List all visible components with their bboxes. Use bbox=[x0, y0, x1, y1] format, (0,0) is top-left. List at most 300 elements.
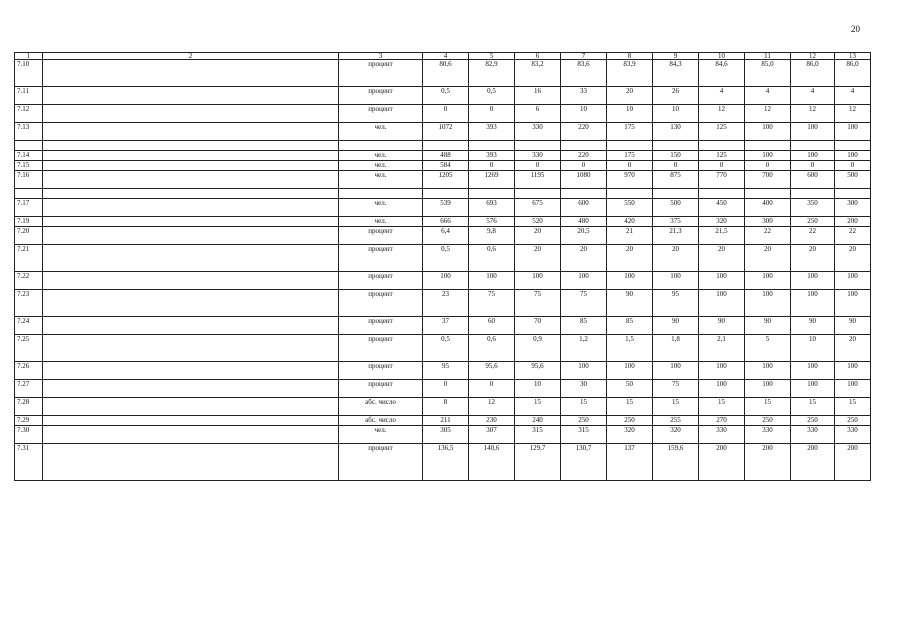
value-cell: 175 bbox=[607, 123, 653, 141]
value-cell: 100 bbox=[469, 272, 515, 290]
value-cell: 539 bbox=[423, 199, 469, 217]
row-number: 7.11 bbox=[15, 87, 43, 105]
value-cell: 330 bbox=[791, 426, 835, 444]
header-cell: 12 bbox=[791, 53, 835, 60]
value-cell bbox=[607, 189, 653, 199]
row-number: 7.14 bbox=[15, 151, 43, 161]
value-cell: 250 bbox=[791, 217, 835, 227]
row-description bbox=[43, 171, 339, 189]
value-cell: 100 bbox=[791, 290, 835, 317]
value-cell: 80,6 bbox=[423, 60, 469, 87]
value-cell: 90 bbox=[745, 317, 791, 335]
value-cell: 83,2 bbox=[515, 60, 561, 87]
value-cell: 20 bbox=[699, 245, 745, 272]
row-unit: чел. bbox=[339, 151, 423, 161]
value-cell: 15 bbox=[515, 398, 561, 416]
value-cell: 90 bbox=[653, 317, 699, 335]
value-cell: 0,6 bbox=[469, 335, 515, 362]
header-cell: 4 bbox=[423, 53, 469, 60]
value-cell: 15 bbox=[835, 398, 871, 416]
table-row bbox=[15, 199, 871, 217]
value-cell: 100 bbox=[835, 290, 871, 317]
table-row bbox=[15, 151, 871, 161]
value-cell: 0 bbox=[561, 161, 607, 171]
value-cell: 12 bbox=[835, 105, 871, 123]
value-cell: 420 bbox=[607, 217, 653, 227]
value-cell: 1195 bbox=[515, 171, 561, 189]
value-cell: 95 bbox=[423, 362, 469, 380]
value-cell: 15 bbox=[699, 398, 745, 416]
value-cell: 100 bbox=[561, 272, 607, 290]
row-number: 7.20 bbox=[15, 227, 43, 245]
row-number: 7.19 bbox=[15, 217, 43, 227]
value-cell: 220 bbox=[561, 123, 607, 141]
value-cell: 0 bbox=[791, 161, 835, 171]
table-row bbox=[15, 380, 871, 398]
value-cell: 130 bbox=[653, 123, 699, 141]
table-row bbox=[15, 227, 871, 245]
row-number: 7.24 bbox=[15, 317, 43, 335]
value-cell: 255 bbox=[653, 416, 699, 426]
value-cell: 520 bbox=[515, 217, 561, 227]
value-cell: 100 bbox=[607, 272, 653, 290]
row-number: 7.25 bbox=[15, 335, 43, 362]
row-unit: процент bbox=[339, 380, 423, 398]
row-unit: процент bbox=[339, 87, 423, 105]
value-cell: 230 bbox=[469, 416, 515, 426]
value-cell: 488 bbox=[423, 151, 469, 161]
value-cell: 300 bbox=[835, 199, 871, 217]
value-cell: 0,6 bbox=[469, 245, 515, 272]
value-cell: 0 bbox=[835, 161, 871, 171]
value-cell: 100 bbox=[791, 362, 835, 380]
value-cell: 700 bbox=[745, 171, 791, 189]
row-unit bbox=[339, 141, 423, 151]
row-number: 7.17 bbox=[15, 199, 43, 217]
row-description bbox=[43, 189, 339, 199]
value-cell: 100 bbox=[791, 380, 835, 398]
value-cell: 4 bbox=[835, 87, 871, 105]
value-cell: 9,8 bbox=[469, 227, 515, 245]
value-cell: 576 bbox=[469, 217, 515, 227]
value-cell: 1205 bbox=[423, 171, 469, 189]
value-cell: 8 bbox=[423, 398, 469, 416]
value-cell: 20 bbox=[791, 245, 835, 272]
row-unit: чел. bbox=[339, 426, 423, 444]
value-cell: 200 bbox=[699, 444, 745, 481]
value-cell: 100 bbox=[745, 151, 791, 161]
value-cell: 90 bbox=[835, 317, 871, 335]
value-cell: 15 bbox=[561, 398, 607, 416]
value-cell: 584 bbox=[423, 161, 469, 171]
row-description bbox=[43, 105, 339, 123]
value-cell: 5 bbox=[745, 335, 791, 362]
value-cell: 22 bbox=[745, 227, 791, 245]
table-row bbox=[15, 141, 871, 151]
header-cell: 7 bbox=[561, 53, 607, 60]
value-cell: 21 bbox=[607, 227, 653, 245]
row-number: 7.31 bbox=[15, 444, 43, 481]
value-cell: 250 bbox=[835, 416, 871, 426]
value-cell: 100 bbox=[835, 151, 871, 161]
table-row bbox=[15, 416, 871, 426]
value-cell: 220 bbox=[561, 151, 607, 161]
value-cell: 70 bbox=[515, 317, 561, 335]
value-cell bbox=[423, 189, 469, 199]
value-cell: 95 bbox=[653, 290, 699, 317]
value-cell bbox=[699, 141, 745, 151]
value-cell: 0 bbox=[469, 105, 515, 123]
value-cell: 10 bbox=[515, 380, 561, 398]
row-number: 7.21 bbox=[15, 245, 43, 272]
value-cell: 125 bbox=[699, 151, 745, 161]
header-cell: 3 bbox=[339, 53, 423, 60]
value-cell: 1,2 bbox=[561, 335, 607, 362]
value-cell: 100 bbox=[653, 272, 699, 290]
value-cell: 12 bbox=[699, 105, 745, 123]
value-cell: 0 bbox=[699, 161, 745, 171]
value-cell: 100 bbox=[791, 151, 835, 161]
value-cell: 83,9 bbox=[607, 60, 653, 87]
table-row bbox=[15, 426, 871, 444]
value-cell: 100 bbox=[423, 272, 469, 290]
value-cell: 666 bbox=[423, 217, 469, 227]
row-number: 7.15 bbox=[15, 161, 43, 171]
value-cell: 100 bbox=[745, 362, 791, 380]
value-cell: 95,6 bbox=[469, 362, 515, 380]
header-row bbox=[15, 53, 871, 60]
row-description bbox=[43, 161, 339, 171]
value-cell: 0,9 bbox=[515, 335, 561, 362]
row-description bbox=[43, 217, 339, 227]
value-cell: 100 bbox=[607, 362, 653, 380]
value-cell bbox=[653, 189, 699, 199]
value-cell: 300 bbox=[745, 217, 791, 227]
table-row bbox=[15, 362, 871, 380]
header-cell: 6 bbox=[515, 53, 561, 60]
value-cell: 16 bbox=[515, 87, 561, 105]
value-cell: 200 bbox=[745, 444, 791, 481]
header-cell: 9 bbox=[653, 53, 699, 60]
value-cell: 100 bbox=[835, 123, 871, 141]
value-cell: 10 bbox=[607, 105, 653, 123]
value-cell: 22 bbox=[791, 227, 835, 245]
row-unit: процент bbox=[339, 105, 423, 123]
value-cell: 970 bbox=[607, 171, 653, 189]
value-cell: 140,6 bbox=[469, 444, 515, 481]
row-unit: процент bbox=[339, 362, 423, 380]
value-cell bbox=[745, 141, 791, 151]
header-cell: 2 bbox=[43, 53, 339, 60]
value-cell: 21,5 bbox=[699, 227, 745, 245]
value-cell: 75 bbox=[561, 290, 607, 317]
value-cell: 15 bbox=[653, 398, 699, 416]
value-cell: 85,0 bbox=[745, 60, 791, 87]
value-cell: 305 bbox=[423, 426, 469, 444]
value-cell: 400 bbox=[745, 199, 791, 217]
value-cell: 100 bbox=[791, 123, 835, 141]
value-cell: 100 bbox=[745, 123, 791, 141]
row-unit: процент bbox=[339, 317, 423, 335]
header-cell: 11 bbox=[745, 53, 791, 60]
row-description bbox=[43, 444, 339, 481]
value-cell: 20 bbox=[561, 245, 607, 272]
row-description bbox=[43, 245, 339, 272]
row-number: 7.16 bbox=[15, 171, 43, 189]
row-unit: процент bbox=[339, 335, 423, 362]
value-cell bbox=[423, 141, 469, 151]
value-cell bbox=[791, 189, 835, 199]
value-cell: 0 bbox=[653, 161, 699, 171]
value-cell: 0,5 bbox=[423, 335, 469, 362]
value-cell: 15 bbox=[791, 398, 835, 416]
value-cell: 26 bbox=[653, 87, 699, 105]
value-cell bbox=[653, 141, 699, 151]
header-cell: 8 bbox=[607, 53, 653, 60]
value-cell: 20 bbox=[653, 245, 699, 272]
value-cell: 15 bbox=[745, 398, 791, 416]
table-row bbox=[15, 87, 871, 105]
value-cell: 137 bbox=[607, 444, 653, 481]
value-cell: 270 bbox=[699, 416, 745, 426]
row-unit: чел. bbox=[339, 199, 423, 217]
value-cell: 600 bbox=[561, 199, 607, 217]
value-cell bbox=[469, 141, 515, 151]
value-cell: 20,5 bbox=[561, 227, 607, 245]
value-cell bbox=[699, 189, 745, 199]
value-cell: 20 bbox=[515, 227, 561, 245]
row-description bbox=[43, 141, 339, 151]
value-cell: 175 bbox=[607, 151, 653, 161]
value-cell: 37 bbox=[423, 317, 469, 335]
value-cell: 4 bbox=[699, 87, 745, 105]
row-description bbox=[43, 416, 339, 426]
row-number: 7.22 bbox=[15, 272, 43, 290]
value-cell: 2,1 bbox=[699, 335, 745, 362]
value-cell: 20 bbox=[835, 245, 871, 272]
value-cell: 0,5 bbox=[469, 87, 515, 105]
row-description bbox=[43, 362, 339, 380]
row-number: 7.29 bbox=[15, 416, 43, 426]
row-number: 7.13 bbox=[15, 123, 43, 141]
value-cell: 85 bbox=[607, 317, 653, 335]
row-number: 7.27 bbox=[15, 380, 43, 398]
value-cell: 320 bbox=[699, 217, 745, 227]
value-cell: 83,6 bbox=[561, 60, 607, 87]
table-row bbox=[15, 123, 871, 141]
value-cell: 675 bbox=[515, 199, 561, 217]
value-cell: 75 bbox=[653, 380, 699, 398]
value-cell: 6,4 bbox=[423, 227, 469, 245]
value-cell: 150 bbox=[653, 151, 699, 161]
value-cell: 6 bbox=[515, 105, 561, 123]
row-unit: абс. число bbox=[339, 416, 423, 426]
value-cell: 100 bbox=[653, 362, 699, 380]
value-cell: 20 bbox=[745, 245, 791, 272]
value-cell: 320 bbox=[607, 426, 653, 444]
value-cell bbox=[515, 141, 561, 151]
row-description bbox=[43, 227, 339, 245]
value-cell: 200 bbox=[835, 217, 871, 227]
header-cell: 10 bbox=[699, 53, 745, 60]
value-cell: 250 bbox=[607, 416, 653, 426]
value-cell: 90 bbox=[607, 290, 653, 317]
value-cell: 875 bbox=[653, 171, 699, 189]
table-row bbox=[15, 317, 871, 335]
value-cell: 0 bbox=[423, 380, 469, 398]
value-cell: 211 bbox=[423, 416, 469, 426]
value-cell: 100 bbox=[745, 290, 791, 317]
value-cell: 307 bbox=[469, 426, 515, 444]
value-cell: 1072 bbox=[423, 123, 469, 141]
value-cell: 100 bbox=[699, 290, 745, 317]
value-cell: 100 bbox=[699, 272, 745, 290]
row-number: 7.10 bbox=[15, 60, 43, 87]
value-cell: 1080 bbox=[561, 171, 607, 189]
value-cell: 136,5 bbox=[423, 444, 469, 481]
value-cell: 250 bbox=[561, 416, 607, 426]
row-unit: чел. bbox=[339, 123, 423, 141]
row-unit: процент bbox=[339, 60, 423, 87]
value-cell: 500 bbox=[653, 199, 699, 217]
value-cell: 60 bbox=[469, 317, 515, 335]
value-cell: 15 bbox=[607, 398, 653, 416]
value-cell: 330 bbox=[699, 426, 745, 444]
value-cell: 86,0 bbox=[791, 60, 835, 87]
value-cell: 100 bbox=[835, 380, 871, 398]
row-description bbox=[43, 317, 339, 335]
table-row bbox=[15, 335, 871, 362]
value-cell: 21,3 bbox=[653, 227, 699, 245]
row-unit: чел. bbox=[339, 217, 423, 227]
row-description bbox=[43, 398, 339, 416]
value-cell: 1269 bbox=[469, 171, 515, 189]
value-cell bbox=[561, 189, 607, 199]
value-cell: 320 bbox=[653, 426, 699, 444]
row-description bbox=[43, 290, 339, 317]
value-cell: 393 bbox=[469, 123, 515, 141]
row-number: 7.12 bbox=[15, 105, 43, 123]
value-cell: 600 bbox=[791, 171, 835, 189]
value-cell: 200 bbox=[835, 444, 871, 481]
table-row bbox=[15, 189, 871, 199]
table-row bbox=[15, 217, 871, 227]
table-row bbox=[15, 245, 871, 272]
value-cell: 480 bbox=[561, 217, 607, 227]
value-cell: 4 bbox=[745, 87, 791, 105]
value-cell: 75 bbox=[469, 290, 515, 317]
row-number: 7.28 bbox=[15, 398, 43, 416]
value-cell bbox=[561, 141, 607, 151]
value-cell: 82,9 bbox=[469, 60, 515, 87]
value-cell: 100 bbox=[699, 380, 745, 398]
value-cell: 0 bbox=[469, 380, 515, 398]
value-cell: 90 bbox=[699, 317, 745, 335]
row-description bbox=[43, 199, 339, 217]
value-cell: 240 bbox=[515, 416, 561, 426]
row-unit: процент bbox=[339, 272, 423, 290]
indicators-table bbox=[14, 52, 871, 481]
header-cell: 5 bbox=[469, 53, 515, 60]
value-cell: 375 bbox=[653, 217, 699, 227]
row-description bbox=[43, 380, 339, 398]
value-cell: 100 bbox=[745, 380, 791, 398]
value-cell bbox=[835, 189, 871, 199]
value-cell: 86,0 bbox=[835, 60, 871, 87]
value-cell: 159,6 bbox=[653, 444, 699, 481]
value-cell: 84,6 bbox=[699, 60, 745, 87]
row-unit: процент bbox=[339, 290, 423, 317]
value-cell: 50 bbox=[607, 380, 653, 398]
row-number bbox=[15, 141, 43, 151]
table-row bbox=[15, 290, 871, 317]
table-row bbox=[15, 444, 871, 481]
value-cell: 250 bbox=[791, 416, 835, 426]
value-cell bbox=[745, 189, 791, 199]
row-description bbox=[43, 151, 339, 161]
value-cell: 250 bbox=[745, 416, 791, 426]
value-cell: 12 bbox=[791, 105, 835, 123]
value-cell: 0 bbox=[423, 105, 469, 123]
value-cell: 330 bbox=[745, 426, 791, 444]
row-description bbox=[43, 60, 339, 87]
row-unit: процент bbox=[339, 245, 423, 272]
row-description bbox=[43, 426, 339, 444]
value-cell: 1,5 bbox=[607, 335, 653, 362]
value-cell: 23 bbox=[423, 290, 469, 317]
row-number bbox=[15, 189, 43, 199]
value-cell: 100 bbox=[515, 272, 561, 290]
value-cell: 4 bbox=[791, 87, 835, 105]
row-number: 7.26 bbox=[15, 362, 43, 380]
value-cell: 315 bbox=[561, 426, 607, 444]
value-cell: 84,3 bbox=[653, 60, 699, 87]
row-description bbox=[43, 335, 339, 362]
row-description bbox=[43, 87, 339, 105]
row-description bbox=[43, 272, 339, 290]
value-cell: 770 bbox=[699, 171, 745, 189]
row-unit bbox=[339, 189, 423, 199]
value-cell: 95,6 bbox=[515, 362, 561, 380]
header-cell: 13 bbox=[835, 53, 871, 60]
value-cell: 90 bbox=[791, 317, 835, 335]
value-cell: 350 bbox=[791, 199, 835, 217]
value-cell: 100 bbox=[699, 362, 745, 380]
table-row bbox=[15, 60, 871, 87]
value-cell: 550 bbox=[607, 199, 653, 217]
table-row bbox=[15, 171, 871, 189]
row-unit: чел. bbox=[339, 171, 423, 189]
value-cell: 330 bbox=[515, 123, 561, 141]
value-cell: 500 bbox=[835, 171, 871, 189]
table-row bbox=[15, 398, 871, 416]
value-cell: 20 bbox=[835, 335, 871, 362]
value-cell: 20 bbox=[607, 87, 653, 105]
value-cell bbox=[515, 189, 561, 199]
value-cell: 30 bbox=[561, 380, 607, 398]
value-cell: 20 bbox=[515, 245, 561, 272]
value-cell: 330 bbox=[515, 151, 561, 161]
row-number: 7.23 bbox=[15, 290, 43, 317]
header-cell: 1 bbox=[15, 53, 43, 60]
value-cell: 0 bbox=[515, 161, 561, 171]
value-cell: 12 bbox=[745, 105, 791, 123]
value-cell: 12 bbox=[469, 398, 515, 416]
value-cell: 33 bbox=[561, 87, 607, 105]
value-cell: 315 bbox=[515, 426, 561, 444]
value-cell: 75 bbox=[515, 290, 561, 317]
value-cell: 129,7 bbox=[515, 444, 561, 481]
